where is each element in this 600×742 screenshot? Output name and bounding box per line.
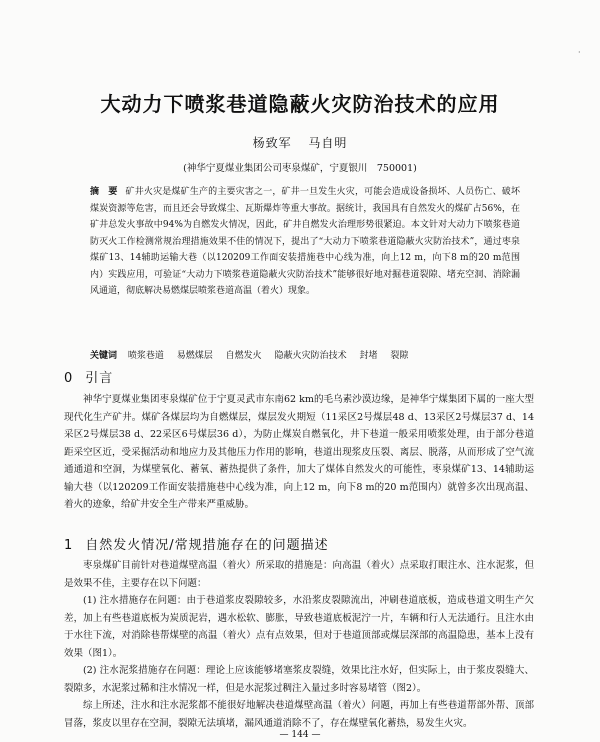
paragraph: 神华宁夏煤业集团枣泉煤矿位于宁夏灵武市东南62 km的毛乌素沙漠边缘，是神华宁煤集团下属的一座大型现代化生产矿井。煤矿各煤层均为自燃煤层，煤层发火期短（11采区2号煤层48 d、13采区2号煤层37 d、14采区2号煤层38 d、22采区6号煤层36 d），为防止煤炭自燃氧化，井下巷道一般采用喷浆处理，由于部分巷道距采空区近，受采掘活动和地应力及其他压力作用的影响，巷道出现浆皮压裂、离层、脱落，从而形成了空气流通通道和空洞，为煤壁氧化、蓄氧、蓄热提供了条件，加大了煤体自然发火的可能性，枣泉煤矿13、14辅助运输大巷（以120209工作面安装措施巷中心线为准，向上12 m，向下8 m的20 m范围内）就曾多次出现高温、着火的迹象，给矿井安全生产带来严重威胁。 — [64, 394, 534, 510]
affiliation: (神华宁夏煤业集团公司枣泉煤矿，宁夏银川 750001) — [183, 163, 417, 174]
author-name: 马自明 — [308, 136, 348, 150]
keywords — [90, 349, 520, 363]
paragraph: 枣泉煤矿目前针对巷道煤壁高温（着火）所采取的措施是：向高温（着火）点采取打眼注水、注水泥浆，但是效果不佳，主要存在以下问题： — [64, 560, 534, 589]
section-number: 1 — [64, 538, 74, 553]
keyword: 自燃发火 — [225, 351, 262, 361]
keywords-label: 关键词 — [90, 351, 118, 361]
section-number: 0 — [64, 371, 74, 386]
paragraph: 综上所述，注水和注水泥浆都不能很好地解决巷道煤壁高温（着火）问题，再加上有些巷道帮部外帮、顶部冒落，浆皮以里存在空洞，裂隙无法填堵，漏风通道消除不了，存在煤壁氧化蓄热，易发生火灾。 — [64, 700, 534, 729]
keyword: 裂隙 — [390, 351, 409, 361]
keyword: 易燃煤层 — [176, 351, 213, 361]
section-title: 自然发火情况/常规措施存在的问题描述 — [85, 538, 329, 553]
keyword: 封堵 — [359, 351, 378, 361]
paper-title: 大动力下喷浆巷道隐蔽火灾防治技术的应用 — [100, 92, 500, 116]
section-heading — [64, 534, 329, 553]
section-heading — [64, 367, 113, 386]
abstract-label: 摘 要 — [90, 187, 118, 197]
author-name: 杨致军 — [252, 136, 292, 150]
author-line — [0, 134, 600, 151]
abstract — [90, 184, 520, 300]
section-title: 引言 — [85, 371, 114, 386]
margin-mark: · — [578, 48, 581, 57]
keyword: 喷浆巷道 — [127, 351, 164, 361]
paragraph: (2) 注水泥浆措施存在问题：理论上应该能够堵塞浆皮裂缝，效果比注水好，但实际上，由于浆皮裂缝大、裂隙多，水泥浆过稀和注水情况一样，但是水泥浆过稠注入量过多时容易堵管（图2）。 — [64, 665, 534, 694]
page-number: — 144 — — [279, 730, 321, 740]
paragraph: (1) 注水措施存在问题：由于巷道浆皮裂隙较多，水沿浆皮裂隙流出，冲刷巷道底板，造成巷道文明生产欠差，加上有些巷道底板为炭质泥岩，遇水松软、膨胀，导致巷道底板泥泞一片，车辆和行人无法通行。且注水由于水往下流，对消除巷帮煤壁的高温（着火）点有点效果，但对于巷道顶部或煤层深部的高温隐患，基本上没有效果（图1）。 — [64, 595, 534, 659]
abstract-text: 矿井火灾是煤矿生产的主要灾害之一，矿井一旦发生火灾，可能会造成设备损坏、人员伤亡、破坏煤炭资源等危害，而且还会导致煤尘、瓦斯爆炸等重大事故。据统计，我国具有自然发火的煤矿占56%，在矿井总发火事故中94%为自燃发火情况，因此，矿井自燃发火治理形势很紧迫。本文针对大动力下喷浆巷道防灭火工作检测常规治理措施效果不佳的情况下，提出了“大动力下喷浆巷道隐蔽火灾防治技术”，通过枣泉煤矿13、14辅助运输大巷（以120209工作面安装措施巷中心线为准，向上12 m，向下8 m的20 m范围内）实践应用，可验证“大动力下喷浆巷道隐蔽火灾防治技术”能够很好地对掘巷道裂隙、堵充空洞、消除漏风通道，彻底解决易燃煤层喷浆巷道高温（着火）现象。 — [90, 187, 520, 296]
keyword: 隐蔽火灾防治技术 — [274, 351, 347, 361]
